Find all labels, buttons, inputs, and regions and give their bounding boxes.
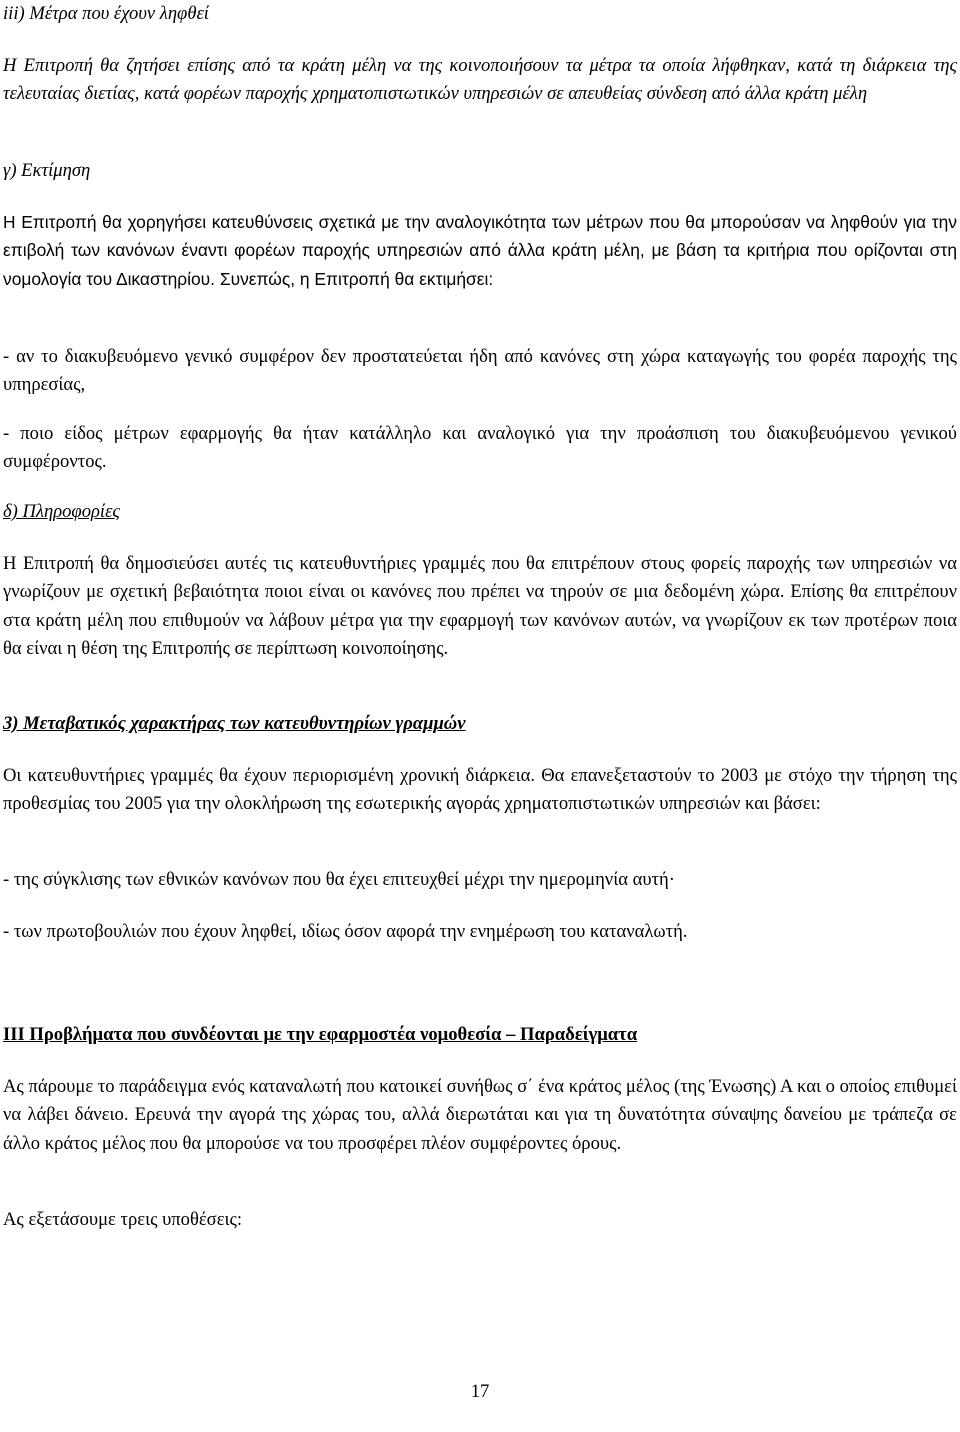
section-3-bullet-2: - των πρωτοβουλιών που έχουν ληφθεί, ιδίως όσον αφορά την ενημέρωση του καταναλωτή. xyxy=(3,921,688,942)
section-3-paragraph: Οι κατευθυντήριες γραμμές θα έχουν περιορισμένη χρονική διάρκεια. Θα επανεξεταστούν το 2003 με στόχο την τήρηση της προθεσμίας του 2005 για την ολοκλήρωση της εσωτερικής αγοράς χρηματοπιστωτικών υπηρεσιών και βάσει: xyxy=(3,765,957,815)
section-c-heading: γ) Εκτίμηση xyxy=(3,160,91,181)
section-3-bullet-1: - της σύγκλισης των εθνικών κανόνων που θα έχει επιτευχθεί μέχρι την ημερομηνία αυτή· xyxy=(3,869,675,890)
section-iii-text: Η Επιτροπή θα ζητήσει επίσης από τα κράτη μέλη να της κοινοποιήσουν τα μέτρα τα οποία λήφθηκαν, κατά τη διάρκεια της τελευταίας διετίας, κατά φορέων παροχής χρηματοπιστωτικών υπηρεσιών σε απευθείας σύνδεση από άλλα κράτη μέλη xyxy=(3,55,957,105)
chapter-iii-heading: ΙΙΙ Προβλήματα που συνδέονται με την εφαρμοστέα νομοθεσία – Παραδείγματα xyxy=(3,1024,638,1045)
section-d-paragraph: Η Επιτροπή θα δημοσιεύσει αυτές τις κατευθυντήριες γραμμές που θα επιτρέπουν στους φορείς παροχής των υπηρεσιών να γνωρίζουν με σχετική βεβαιότητα ποιοι είναι οι κανόνες που πρέπει να τηρούν σε μια δεδομένη χώρα. Επίσης θα επιτρέπουν στα κράτη μέλη που επιθυμούν να λάβουν μέτρα για την εφαρμογή των κανόνων αυτών, να γνωρίζουν εκ των προτέρων ποια θα είναι η θέση της Επιτροπής σε περίπτωση κοινοποίησης. xyxy=(3,553,957,659)
page-number: 17 xyxy=(470,1381,490,1402)
chapter-iii-paragraph: Ας πάρουμε το παράδειγμα ενός καταναλωτή που κατοικεί συνήθως σ΄ ένα κράτος μέλος (της Ένωσης) Α και ο οποίος επιθυμεί να λάβει δάνειο. Ερευνά την αγορά της χώρας του, αλλά διερωτάται και για τη δυνατότητα σύναψης δανείου με τράπεζα σε άλλο κράτος μέλος που θα μπορούσε να του προσφέρει πλέον συμφέροντες όρους. xyxy=(3,1076,957,1154)
chapter-iii-closing: Ας εξετάσουμε τρεις υποθέσεις: xyxy=(3,1209,243,1230)
section-c-paragraph: Η Επιτροπή θα χορηγήσει κατευθύνσεις σχετικά με την αναλογικότητα των μέτρων που θα μπορούσαν να ληφθούν για την επιβολή των κανόνων έναντι φορέων παροχής υπηρεσιών από άλλα κράτη μέλη, με βάση τα κριτήρια που ορίζονται στη νομολογία του Δικαστηρίου. Συνεπώς, η Επιτροπή θα εκτιμήσει: xyxy=(3,212,957,289)
section-c-bullet-1: - αν το διακυβευόμενο γενικό συμφέρον δεν προστατεύεται ήδη από κανόνες στη χώρα καταγωγής του φορέα παροχής της υπηρεσίας, xyxy=(3,346,957,396)
section-3-heading: 3) Μεταβατικός χαρακτήρας των κατευθυντηρίων γραμμών xyxy=(3,713,466,734)
section-c-bullet-2: - ποιο είδος μέτρων εφαρμογής θα ήταν κατάλληλο και αναλογικό για την προάσπιση του διακυβευόμενου γενικού συμφέροντος. xyxy=(3,423,957,473)
section-d-heading: δ) Πληροφορίες xyxy=(3,501,120,522)
section-iii-heading: iii) Μέτρα που έχουν ληφθεί xyxy=(3,3,209,24)
